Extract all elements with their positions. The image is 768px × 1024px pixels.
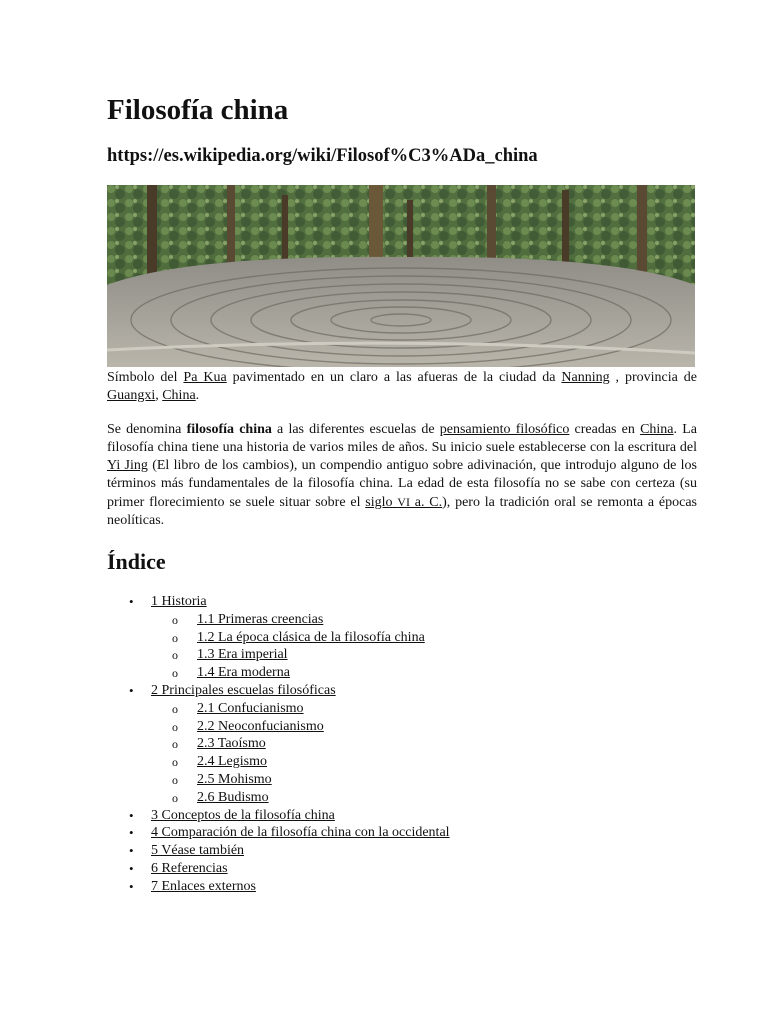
toc-link[interactable]: 1.2 La época clásica de la filosofía china: [197, 629, 425, 645]
bullet-icon: •: [129, 843, 134, 859]
toc-link[interactable]: 2.4 Legismo: [197, 754, 267, 770]
circle-bullet-icon: o: [172, 772, 178, 787]
pa-kua-photo: [107, 185, 695, 367]
toc-link[interactable]: 6 Referencias: [151, 860, 228, 876]
page-title: Filosofía china: [107, 94, 289, 126]
toc-item: [107, 824, 697, 842]
table-of-contents: [107, 593, 697, 896]
intro-text: creadas en: [569, 422, 641, 437]
toc-link[interactable]: 1.1 Primeras creencias: [197, 611, 324, 627]
toc-item: [107, 700, 697, 718]
intro-paragraph: [107, 421, 697, 530]
toc-link[interactable]: 5 Véase también: [151, 843, 245, 859]
link-yi-jing[interactable]: Yi Jing: [107, 458, 148, 473]
toc-heading: Índice: [107, 549, 166, 574]
toc-item: [107, 807, 697, 825]
bullet-icon: •: [129, 594, 134, 609]
toc-item: [107, 664, 697, 682]
link-guangxi[interactable]: Guangxi: [107, 388, 156, 403]
bullet-icon: •: [129, 682, 134, 698]
bullet-icon: •: [129, 878, 134, 894]
circle-bullet-icon: o: [172, 755, 178, 770]
toc-link[interactable]: 2.5 Mohismo: [197, 771, 272, 787]
circle-bullet-icon: o: [172, 701, 178, 716]
link-china[interactable]: China: [640, 422, 674, 437]
toc-link[interactable]: 2.1 Confucianismo: [197, 700, 304, 716]
link-siglo-text: siglo: [365, 495, 398, 510]
toc-item: [107, 842, 697, 860]
bullet-icon: •: [129, 807, 134, 823]
caption-text: Símbolo del: [107, 370, 184, 385]
source-url: https://es.wikipedia.org/wiki/Filosof%C3%ADa_china: [107, 146, 538, 166]
toc-item: [107, 611, 697, 629]
toc-item: [107, 682, 697, 700]
toc-link[interactable]: 7 Enlaces externos: [151, 878, 256, 894]
toc-link[interactable]: 2.3 Taoísmo: [197, 736, 266, 752]
toc-link[interactable]: 4 Comparación de la filosofía china con la occidental: [151, 825, 450, 841]
toc-item: [107, 860, 697, 878]
toc-item: [107, 629, 697, 647]
link-china-caption[interactable]: China: [162, 388, 196, 403]
bullet-icon: •: [129, 825, 134, 841]
image-caption: [107, 369, 697, 405]
bullet-icon: •: [129, 860, 134, 876]
link-nanning[interactable]: Nanning: [561, 370, 610, 385]
caption-text: ,: [155, 388, 163, 403]
link-siglo-vi-ac[interactable]: [365, 495, 442, 510]
toc-link[interactable]: 1 Historia: [151, 594, 207, 609]
caption-text: , provincia de: [609, 370, 697, 385]
circle-bullet-icon: o: [172, 790, 178, 805]
toc-link[interactable]: 2.2 Neoconfucianismo: [197, 718, 324, 734]
intro-bold-term: filosofía china: [186, 422, 272, 437]
toc-item: [107, 646, 697, 664]
circle-bullet-icon: o: [172, 666, 178, 681]
link-pensamiento-filosofico[interactable]: pensamiento filosófico: [439, 422, 570, 437]
toc-item: [107, 718, 697, 736]
intro-text: Se denomina: [107, 422, 187, 437]
toc-link[interactable]: 3 Conceptos de la filosofía china: [151, 807, 335, 823]
link-siglo-numeral: VI: [397, 495, 410, 509]
intro-text: ), pero la tradición oral se remonta a épocas neolíticas.: [107, 495, 697, 528]
toc-link[interactable]: 2 Principales escuelas filosóficas: [151, 682, 336, 698]
toc-item: [107, 753, 697, 771]
intro-text: a las diferentes escuelas de: [271, 422, 440, 437]
circle-bullet-icon: o: [172, 737, 178, 752]
caption-text: .: [195, 388, 200, 403]
toc-item: [107, 771, 697, 789]
circle-bullet-icon: o: [172, 719, 178, 734]
intro-text: (El libro de los cambios), un compendio antiguo sobre adivinación, que introdujo alguno de los términos más fundamentales de la filosofía china. La edad de esta filosofía no se sabe con certeza (su primer florecimiento se suele situar sobre el: [107, 458, 697, 510]
circle-bullet-icon: o: [172, 612, 178, 627]
caption-text: pavimentado en un claro a las afueras de la ciudad da: [226, 370, 562, 385]
toc-link[interactable]: 1.4 Era moderna: [197, 665, 290, 681]
link-siglo-text: a. C.: [409, 495, 443, 510]
intro-text: . La filosofía china tiene una historia de varios miles de años. Su inicio suele establecerse con la escritura del: [107, 422, 697, 455]
link-pa-kua[interactable]: Pa Kua: [183, 370, 227, 385]
toc-item: [107, 593, 697, 611]
toc-item: [107, 789, 697, 807]
toc-item: [107, 878, 697, 896]
circle-bullet-icon: o: [172, 630, 178, 645]
toc-item: [107, 735, 697, 753]
toc-link[interactable]: 1.3 Era imperial: [197, 647, 288, 663]
toc-link[interactable]: 2.6 Budismo: [197, 789, 269, 805]
circle-bullet-icon: o: [172, 648, 178, 663]
